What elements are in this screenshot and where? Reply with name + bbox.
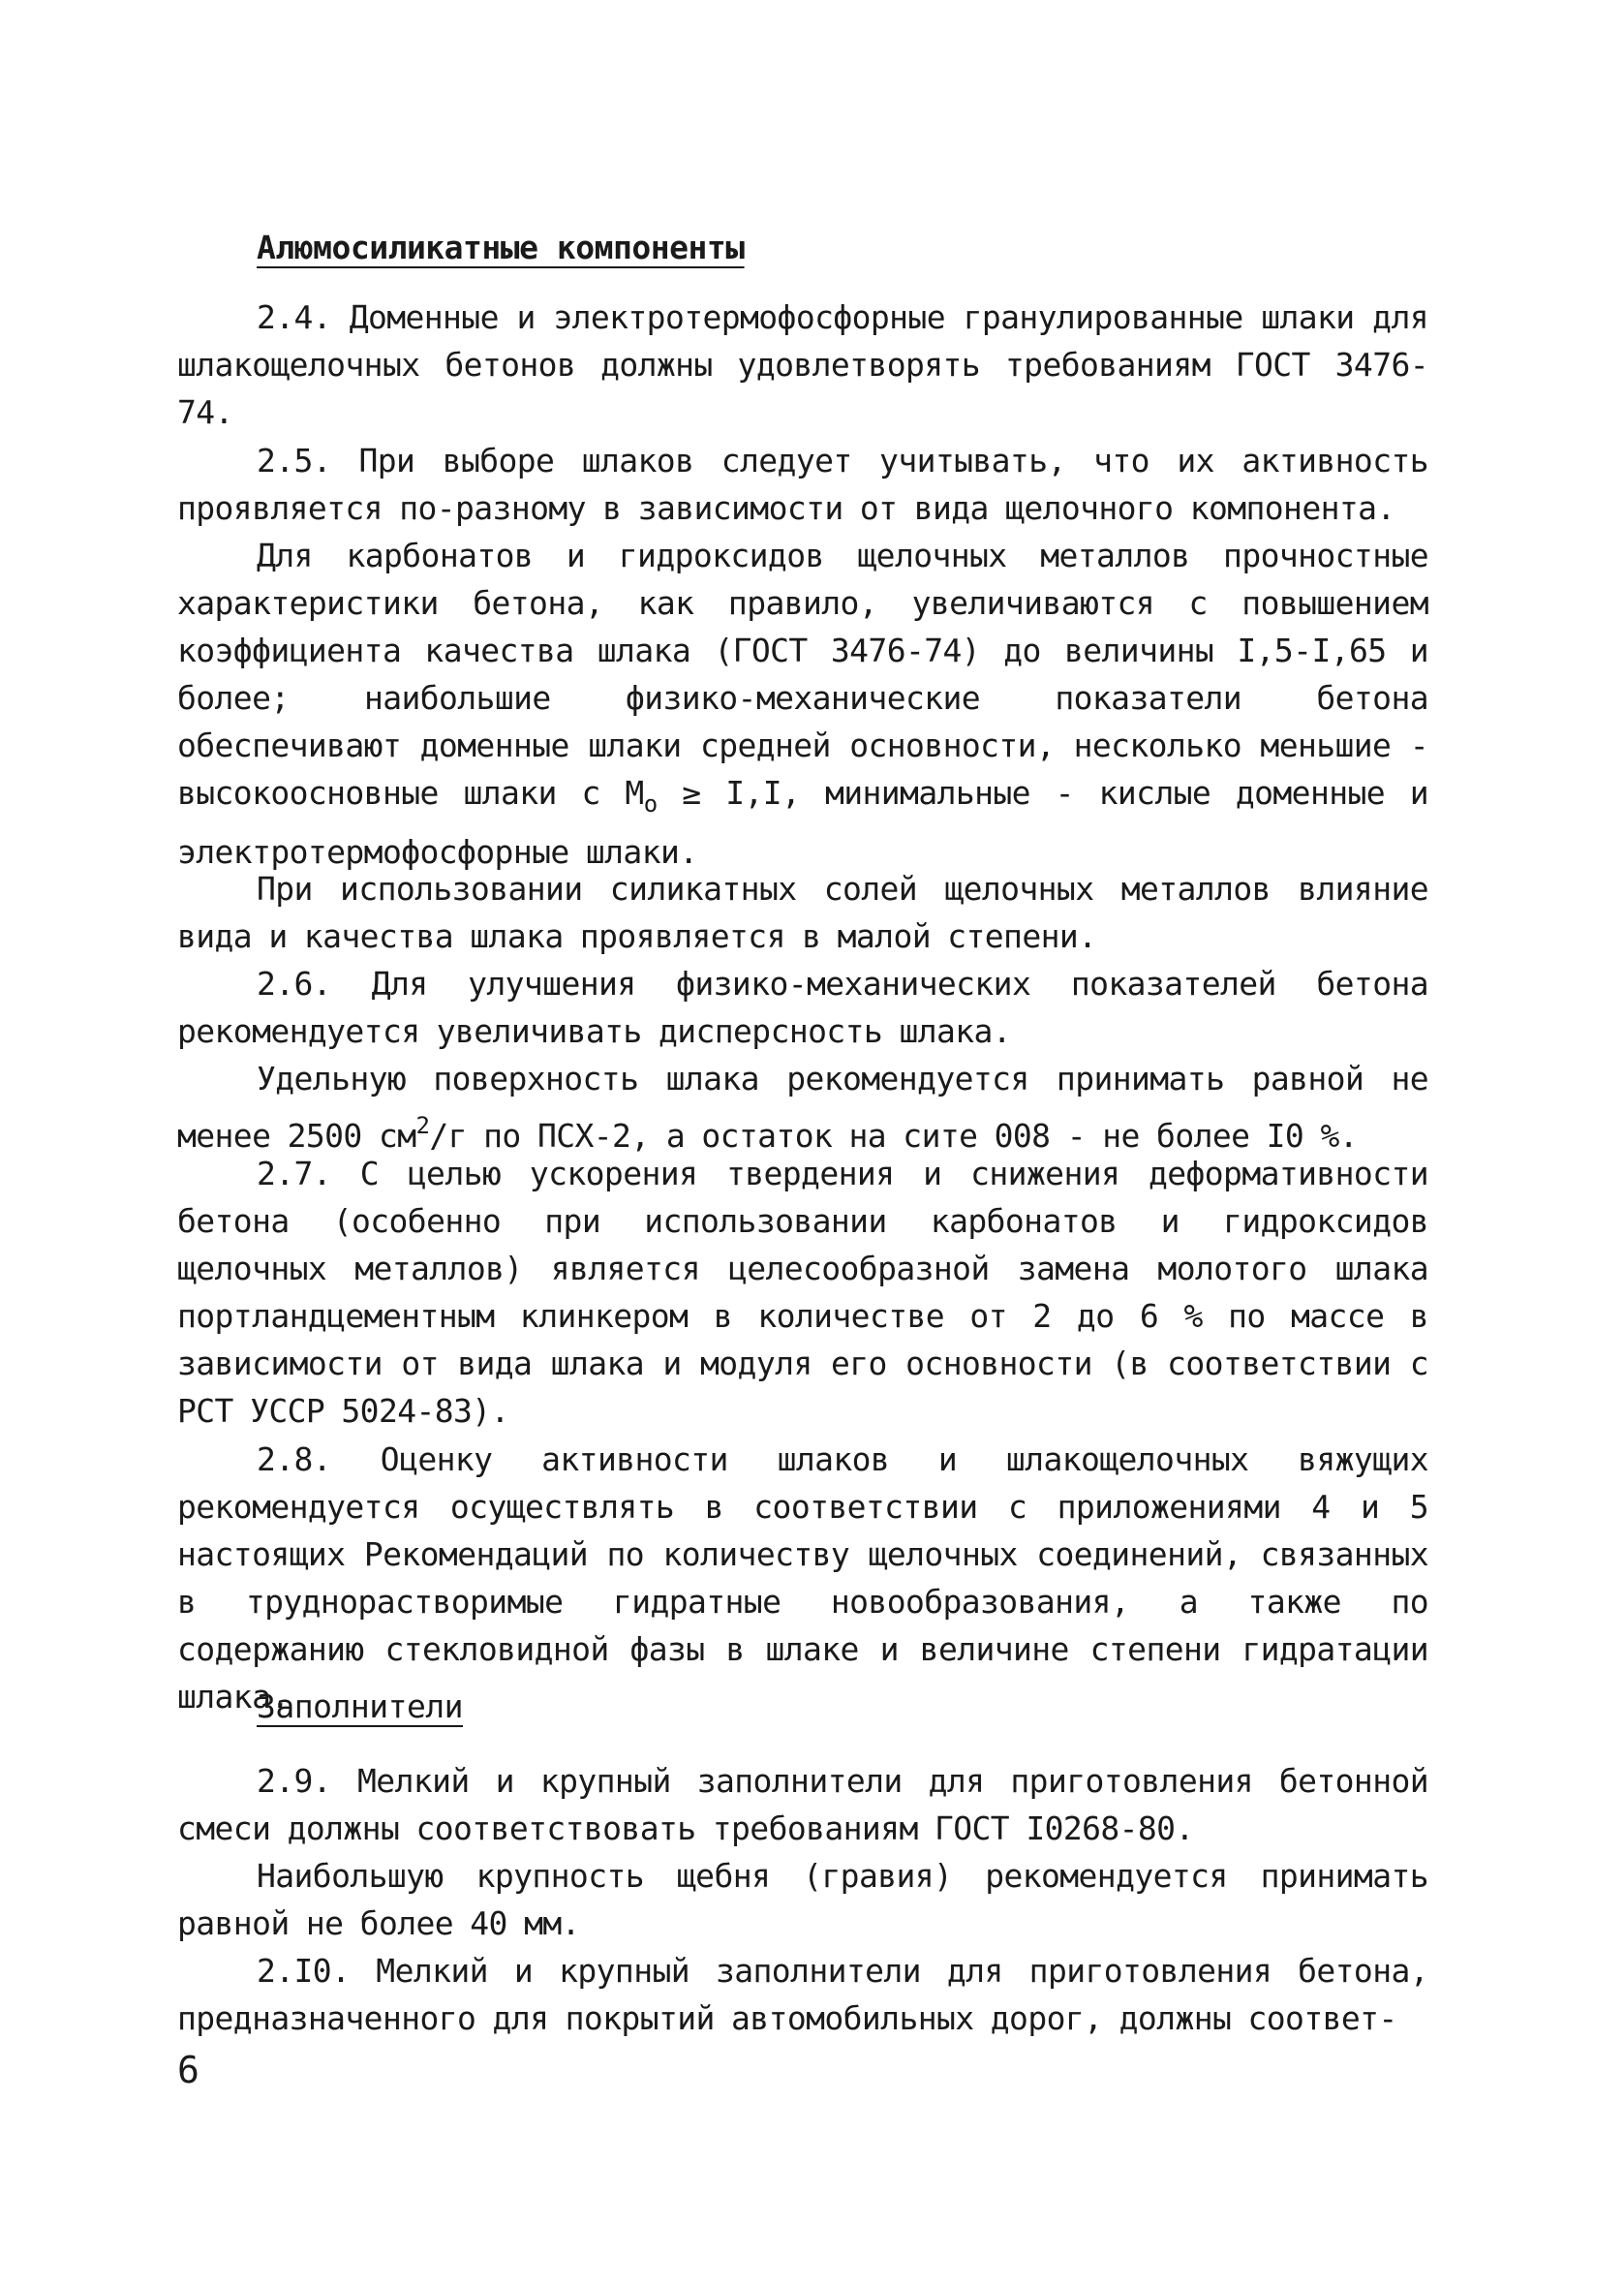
paragraph-2-4-text: 2.4. Доменные и электротермофосфорные гранулированные шлаки для шлакощелочных бетонов должны удовлетворять требованиям ГОСТ 3476-74.	[177, 298, 1428, 431]
paragraph-2-8-text: 2.8. Оценку активности шлаков и шлакощелочных вяжущих рекомендуется осуществлять в соответствии с приложениями 4 и 5 настоящих Рекомендаций по количеству щелочных соединений, связанных в труднорастворимые гидратные новообразования, а также по содержанию стекловидной фазы в шлаке и величине степени гидратации шлака.	[177, 1440, 1428, 1716]
paragraph-2-9-gravel-text: Наибольшую крупность щебня (гравия) рекомендуется принимать равной не более 40 мм.	[177, 1857, 1428, 1942]
subscript-o: о	[643, 790, 658, 818]
section-heading-aluminosilicate: Алюмосиликатные компоненты	[257, 229, 745, 266]
paragraph-2-10-text: 2.I0. Мелкий и крупный заполнители для приготовления бетона, предназначенного для покрытий автомобильных дорог, должны соответ-	[177, 1952, 1428, 2037]
paragraph-2-9-gravel	[177, 1852, 1428, 1947]
paragraph-2-5	[177, 437, 1428, 532]
paragraph-2-10	[177, 1947, 1428, 2042]
paragraph-2-6-text: 2.6. Для улучшения физико-механических показателей бетона рекомендуется увеличивать дисперсность шлака.	[177, 965, 1428, 1050]
paragraph-2-6-surface-text-2: /г по ПСХ-2, а остаток на сите 008 - не более I0 %.	[429, 1117, 1358, 1155]
paragraph-2-9-text: 2.9. Мелкий и крупный заполнители для приготовления бетонной смеси должны соответствовать требованиям ГОСТ I0268-80.	[177, 1762, 1428, 1847]
paragraph-2-7	[177, 1150, 1428, 1435]
paragraph-2-9	[177, 1757, 1428, 1852]
paragraph-2-5-carbonates-text-1: Для карбонатов и гидроксидов щелочных металлов прочностные характеристики бетона, как правило, увеличиваются с повышением коэффициента качества шлака (ГОСТ 3476-74) до величины I,5-I,65 и более; наибольшие физико-механические показатели бетона обеспечивают доменные шлаки средней основности, несколько меньшие - высокоосновные шлаки с М	[177, 537, 1428, 812]
paragraph-2-7-text: 2.7. С целью ускорения твердения и снижения деформативности бетона (особенно при использовании карбонатов и гидроксидов щелочных металлов) является целесообразной замена молотого шлака портландцементным клинкером в количестве от 2 до 6 % по массе в зависимости от вида шлака и модуля его основности (в соответствии с РСТ УССР 5024-83).	[177, 1155, 1428, 1430]
paragraph-2-6	[177, 960, 1428, 1055]
paragraph-2-5-carbonates-text-2: ≥ I,I, минимальные - кислые доменные и электротермофосфорные шлаки.	[177, 774, 1428, 871]
section-heading-fillers: Заполнители	[257, 1687, 464, 1725]
paragraph-2-5-text: 2.5. При выборе шлаков следует учитывать, что их активность проявляется по-разному в зависимости от вида щелочного компонента.	[177, 442, 1428, 527]
paragraph-2-5-carbonates	[177, 532, 1428, 876]
paragraph-2-6-surface-text-1: Удельную поверхность шлака рекомендуется принимать равной не менее 2500 см	[177, 1060, 1428, 1155]
paragraph-2-5-silicates	[177, 865, 1428, 960]
page-number: 6	[177, 2049, 199, 2091]
paragraph-2-4	[177, 294, 1428, 436]
paragraph-2-8	[177, 1436, 1428, 1720]
paragraph-2-5-silicates-text: При использовании силикатных солей щелочных металлов влияние вида и качества шлака проявляется в малой степени.	[177, 870, 1428, 955]
paragraph-2-6-surface	[177, 1055, 1428, 1159]
superscript-2: 2	[415, 1112, 430, 1139]
